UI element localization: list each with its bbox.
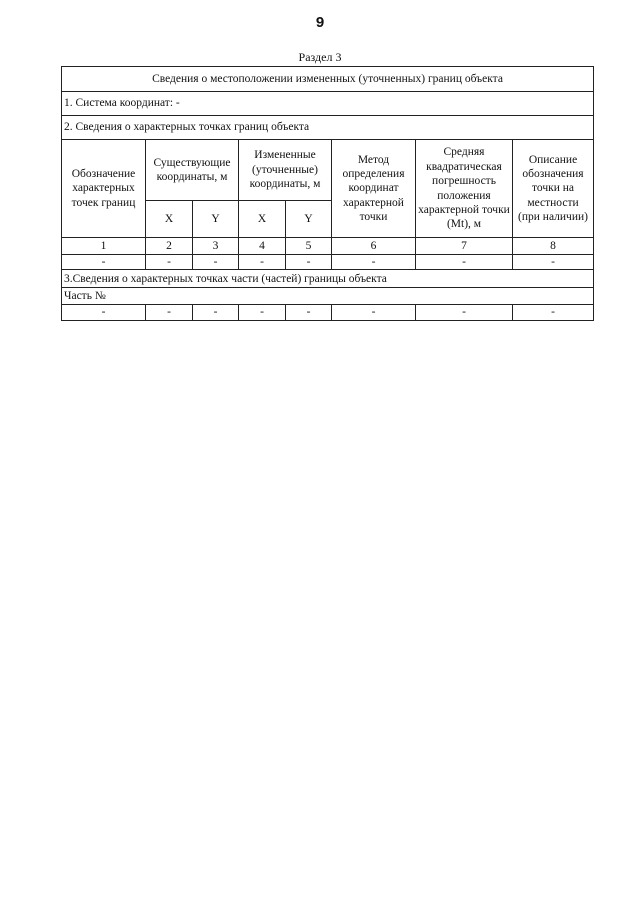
table-cell: - [332,255,416,270]
table-row [62,255,594,270]
table-cell: - [286,255,332,270]
part-label: Часть № [62,288,594,305]
column-number: 4 [239,238,286,255]
column-number: 7 [416,238,513,255]
table-cell: - [416,305,513,320]
table-cell: - [146,255,193,270]
header-description: Описание обозначения точки на местности (при наличии) [513,140,594,238]
coordinate-system: 1. Система координат: - [62,92,594,116]
table-cell: - [239,305,286,320]
header-existing-y: Y [193,201,239,238]
table-cell: - [513,255,594,270]
column-number: 5 [286,238,332,255]
table-cell: - [239,255,286,270]
header-changed-x: X [239,201,286,238]
table-row [62,305,594,320]
subsection-2-title: 2. Сведения о характерных точках границ объекта [62,116,594,140]
table-title: Сведения о местоположении измененных (уточненных) границ объекта [62,67,594,92]
section-title: Раздел 3 [298,50,342,64]
table-cell: - [193,305,239,320]
table-cell: - [286,305,332,320]
column-number-row [62,238,594,255]
header-existing-x: X [146,201,193,238]
header-error: Средняя квадратическая погрешность положения характерной точки (Mt), м [416,140,513,238]
column-number: 1 [62,238,146,255]
column-number: 8 [513,238,594,255]
table-cell: - [62,255,146,270]
boundary-table [61,66,594,321]
header-changed-y: Y [286,201,332,238]
subsection-3-title: 3.Сведения о характерных точках части (частей) границы объекта [62,270,594,288]
table-cell: - [416,255,513,270]
header-changed-coordinates: Измененные (уточненные) координаты, м [239,140,332,201]
header-method: Метод определения координат характерной точки [332,140,416,238]
table-cell: - [332,305,416,320]
page-number: 9 [315,14,325,31]
header-existing-coordinates: Существующие координаты, м [146,140,239,201]
table-cell: - [193,255,239,270]
column-number: 2 [146,238,193,255]
table-cell: - [146,305,193,320]
column-number: 3 [193,238,239,255]
header-designation: Обозначение характерных точек границ [62,140,146,238]
column-number: 6 [332,238,416,255]
table-cell: - [62,305,146,320]
table-cell: - [513,305,594,320]
